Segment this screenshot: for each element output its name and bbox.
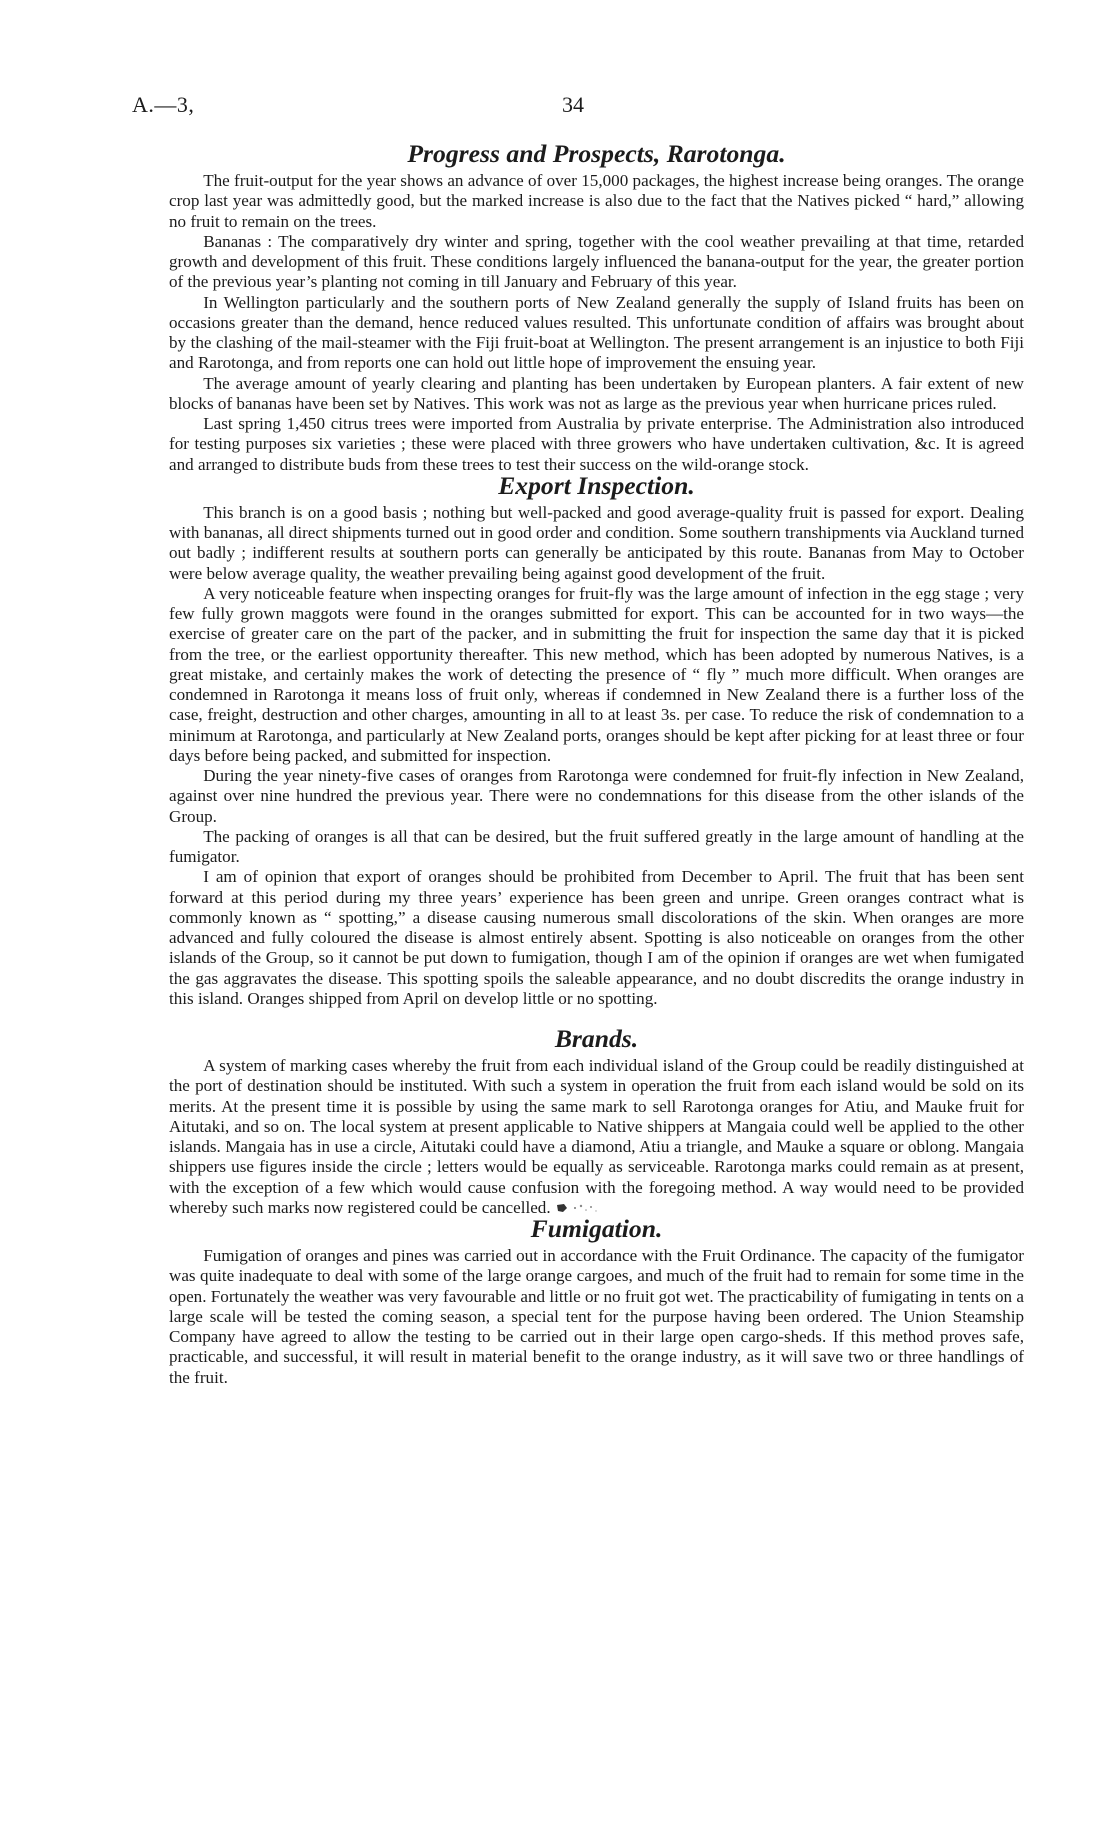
paragraph: Last spring 1,450 citrus trees were imported from Australia by private enterprise. The Administration also introduced for testing purposes six varieties ; these were placed with three growers who have undertaken cultivation, &c. It is agreed and arranged to distribute buds from these trees to test their success on the wild-orange stock. <box>169 414 1024 474</box>
paragraph-text: A system of marking cases whereby the fruit from each individual island of the Group could be readily distinguished at the port of destination should be instituted. With such a system in operation the fruit from each island would be sold on its merits. At the present time it is possible by using the same mark to sell Rarotonga oranges for Atiu, and Mauke fruit for Aitutaki, and so on. The local system at present applicable to Native shippers at Mangaia could well be applied to the other islands. Mangaia has in use a circle, Aitutaki could have a diamond, Atiu a triangle, and Mauke a square or oblong. Mangaia shippers use figures inside the circle ; letters would be equally as serviceable. Rarotonga marks could remain as at present, with the exception of a few which would cause confusion with the foregoing method. A way would need to be provided whereby such marks now registered could be cancelled. <box>169 1056 1024 1217</box>
section-title-export-inspection: Export Inspection. <box>498 470 695 500</box>
paragraph: This branch is on a good basis ; nothing but well-packed and good average-quality fruit is passed for export. Dealing with bananas, all direct shipments turned out in good order and condition. Some southern transhipments via Auckland turned out badly ; indifferent results at southern ports can generally be anticipated by this route. Bananas from May to October were below average quality, the weather prevailing being against good development of the fruit. <box>169 502 1024 583</box>
paragraph: In Wellington particularly and the southern ports of New Zealand generally the supply of Island fruits has been on occasions greater than the demand, hence reduced values resulted. This unfortunate condition of affairs was brought about by the clashing of the mail-steamer with the Fiji fruit-boat at Wellington. The present arrangement is an injustice to both Fiji and Rarotonga, and from reports one can hold out little hope of improvement the ensuing year. <box>169 292 1024 373</box>
paragraph: The average amount of yearly clearing and planting has been undertaken by European planters. A fair extent of new blocks of bananas have been set by Natives. This work was not as large as the previous year when hurricane prices ruled. <box>169 373 1024 413</box>
paragraph: A very noticeable feature when inspecting oranges for fruit-fly was the large amount of infection in the egg stage ; very few fully grown maggots were found in the oranges submitted for export. This can be accounted for in two ways—the exercise of greater care on the part of the packer, and in submitting the fruit for inspection the same day that it is picked from the tree, or the earliest opportunity thereafter. This new method, which has been adopted by numerous Natives, is a great mistake, and certainly makes the work of detecting the presence of “ fly ” much more difficult. When oranges are condemned in Rarotonga it means loss of fruit only, whereas if condemned in New Zealand there is a further loss of the case, freight, destruction and other charges, amounting in all to at least 3s. per case. To reduce the risk of condemnation to a minimum at Rarotonga, and particularly at New Zealand ports, oranges should be kept after picking for at least three or four days before being packed, and submitted for inspection. <box>169 583 1024 765</box>
document-reference: A.—3, <box>132 92 195 117</box>
paragraph: The packing of oranges is all that can be desired, but the fruit suffered greatly in the large amount of handling at the fumigator. <box>169 826 1024 866</box>
paragraph: Bananas : The comparatively dry winter and spring, together with the cool weather prevailing at that time, retarded growth and development of this fruit. These conditions largely influenced the banana-output for the year, the greater portion of the previous year’s planting not coming in till January and February of this year. <box>169 231 1024 292</box>
section-title-brands: Brands. <box>554 1024 639 1053</box>
section-title-progress: Progress and Prospects, Rarotonga. <box>407 139 786 168</box>
paragraph: During the year ninety-five cases of oranges from Rarotonga were condemned for fruit-fly infection in New Zealand, against over nine hundred the previous year. There were no condemnations for this disease from the other islands of the Group. <box>169 766 1024 826</box>
page-header <box>132 92 982 120</box>
section-title-fumigation: Fumigation. <box>530 1214 663 1243</box>
paragraph: Fumigation of oranges and pines was carried out in accordance with the Fruit Ordinance. The capacity of the fumigator was quite inadequate to deal with some of the large orange cargoes, and much of the fruit had to remain for some time in the open. Fortunately the weather was very favourable and little or no fruit got wet. The practicability of fumigating in tents on a large scale will be tested the coming season, a special tent for the purpose having been ordered. The Union Steamship Company have agreed to allow the testing to be carried out in their large open cargo-sheds. If this method proves safe, practicable, and successful, it will result in material benefit to the orange industry, as it will save two or three handlings of the fruit. <box>169 1246 1024 1387</box>
paragraph-brands <box>169 1056 1024 1218</box>
document-body <box>169 139 1024 1388</box>
page-number: 34 <box>562 92 584 117</box>
paragraph: The fruit-output for the year shows an advance of over 15,000 packages, the highest increase being oranges. The orange crop last year was admittedly good, but the marked increase is also due to the fact that the Natives picked “ hard,” allowing no fruit to remain on the trees. <box>169 171 1024 231</box>
paragraph: I am of opinion that export of oranges should be prohibited from December to April. The fruit that has been sent forward at this period during my three years’ experience has been green and unripe. Green oranges contract what is commonly known as “ spotting,” a disease causing numerous small discolorations of the skin. When oranges are more advanced and fully coloured the disease is almost entirely absent. Spotting is also noticeable on oranges from the other islands of the Group, so it cannot be put down to fumigation, though I am of the opinion if oranges are wet when fumigated the gas aggravates the disease. This spotting spoils the saleable appearance, and no doubt discredits the orange industry in this island. Oranges shipped from April on develop little or no spotting. <box>169 867 1024 1008</box>
